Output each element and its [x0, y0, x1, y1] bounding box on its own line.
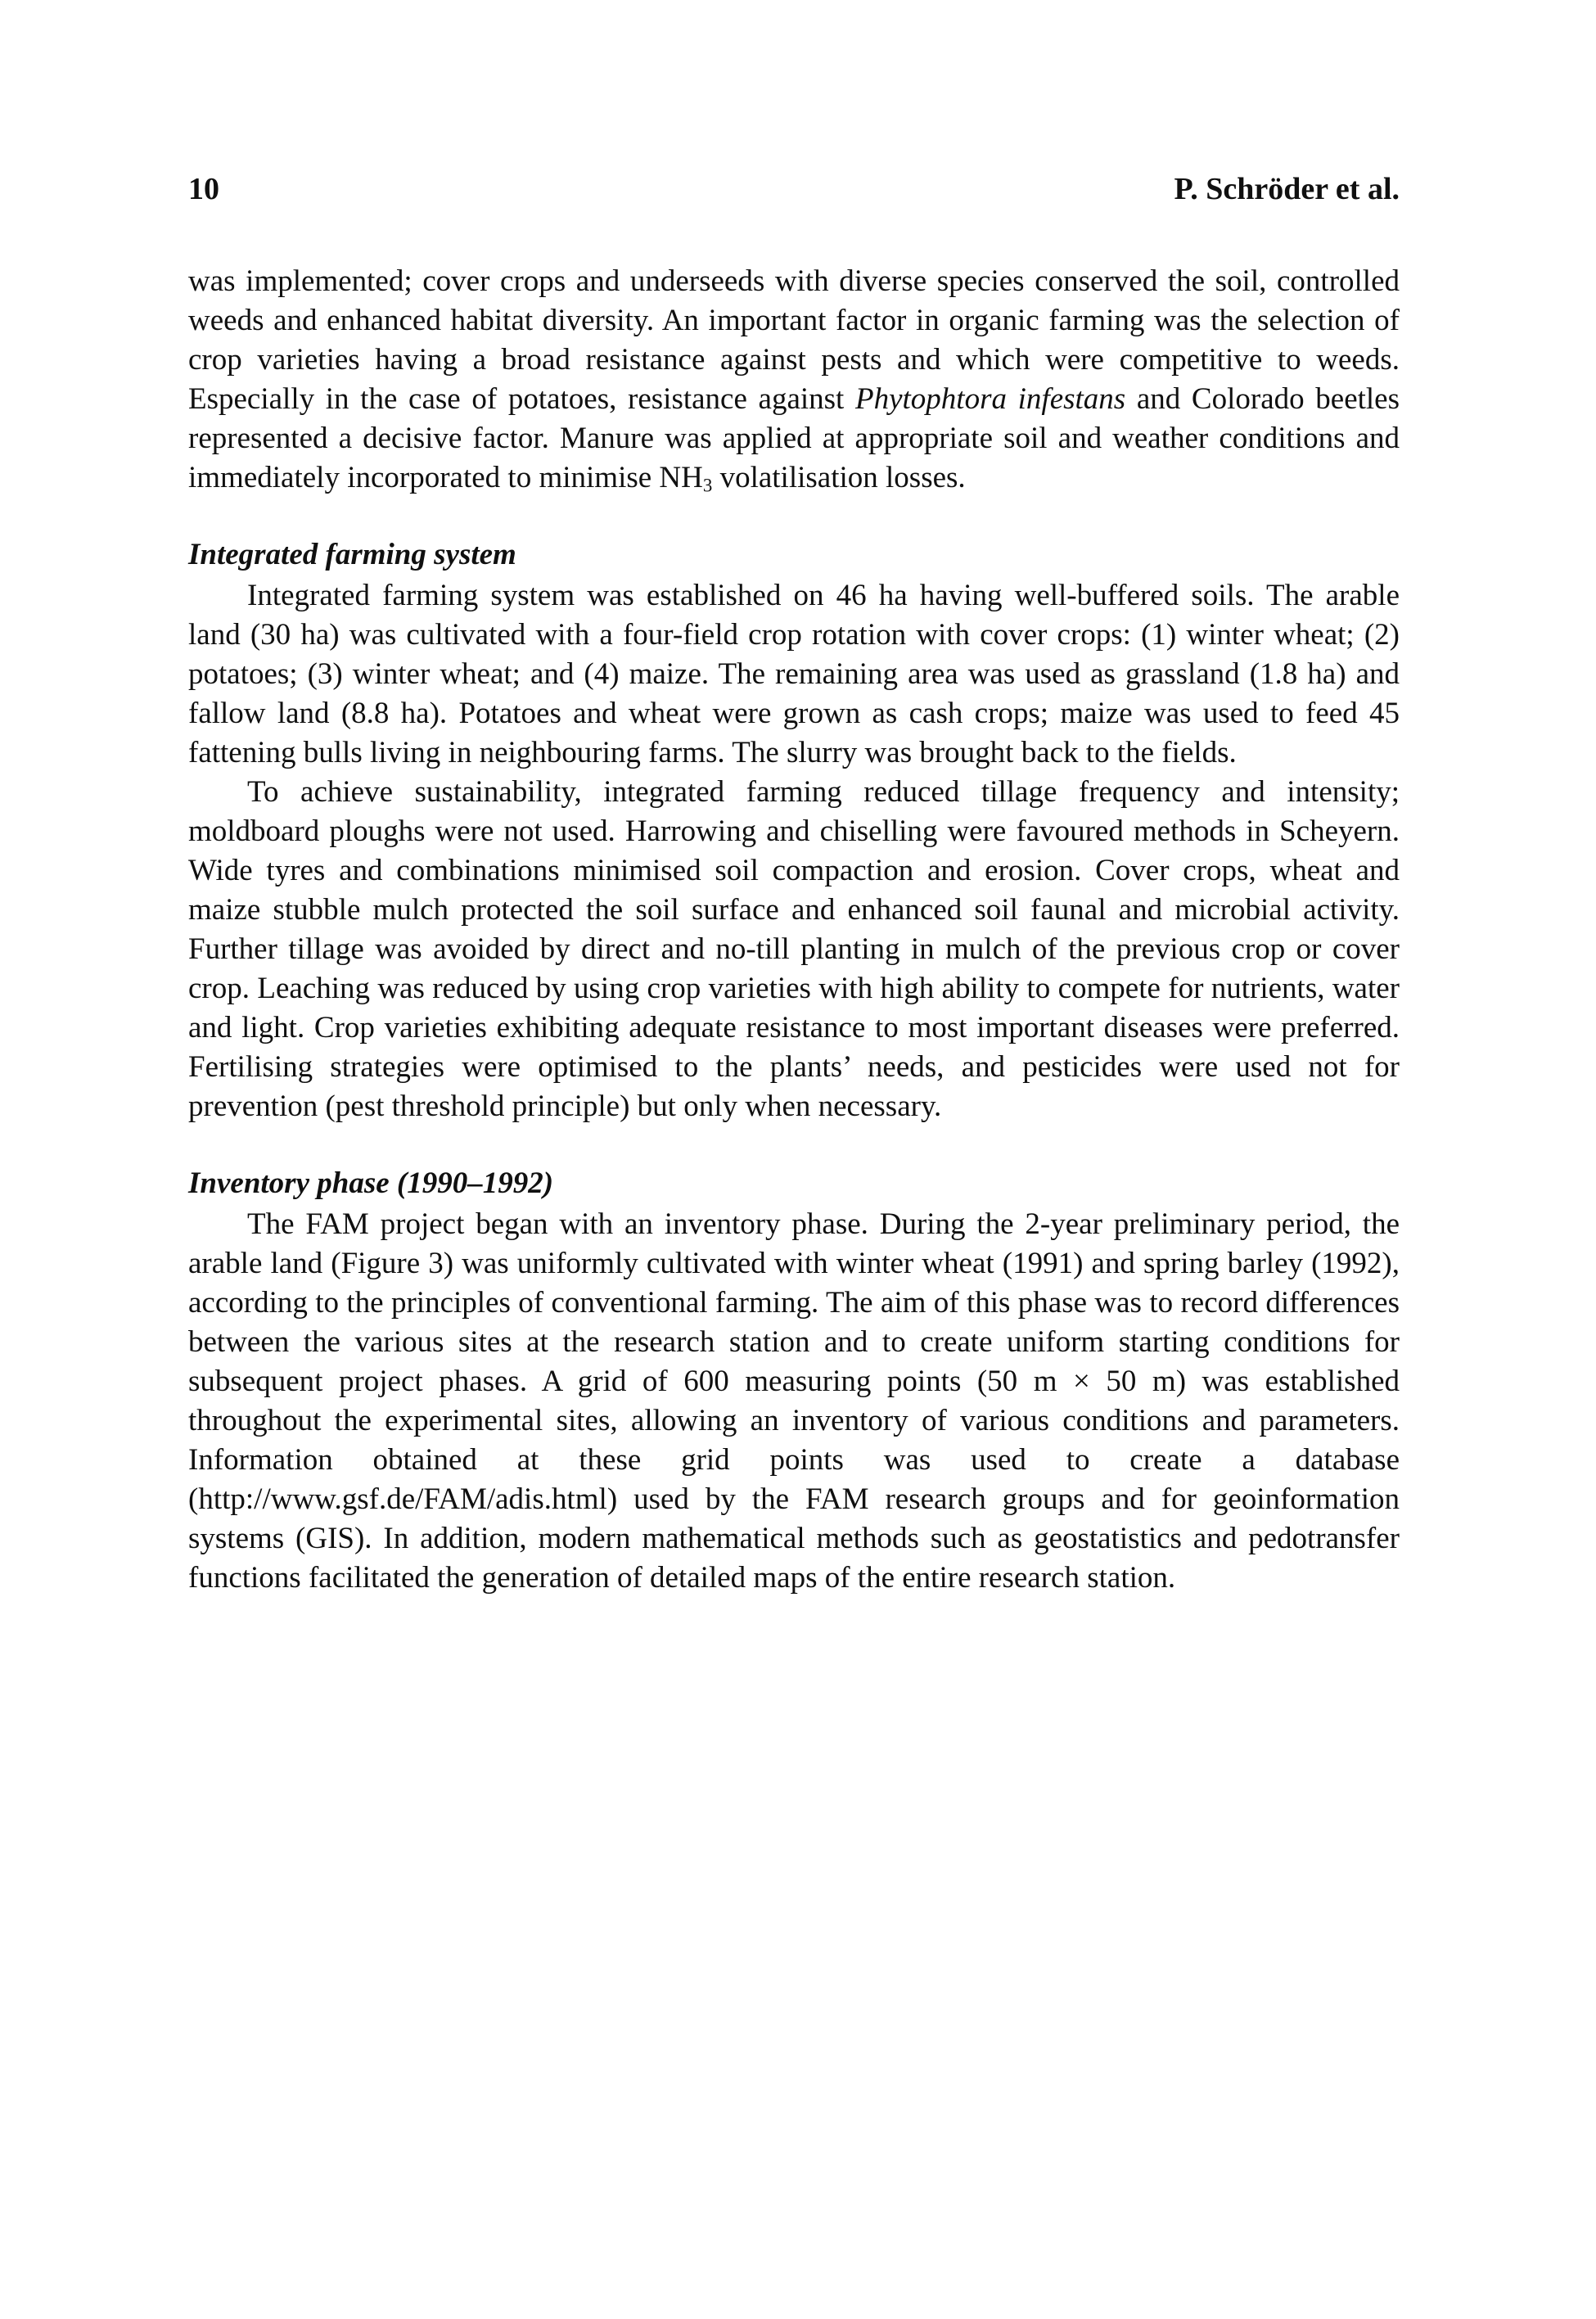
text-run: volatilisation losses.	[712, 461, 966, 494]
section-heading: Integrated farming system	[188, 538, 516, 571]
text-run: and Colorado beetles represented a decisive factor. Manure was applied at appropriate soil and weather conditions and immediately incorporated to minimise NH	[188, 382, 1400, 494]
paragraph	[188, 773, 1400, 1126]
text-run: To achieve sustainability, integrated farming reduced tillage frequency and intensity; moldboard ploughs were not used. Harrowing and chiselling were favoured methods in Scheyern. Wide tyres and combinations minimised soil compaction and erosion. Cover crops, wheat and maize stubble mulch protected the soil surface and enhanced soil faunal and microbial activity. Further tillage was avoided by direct and no-till planting in mulch of the previous crop or cover crop. Leaching was reduced by using crop varieties with high ability to compete for nutrients, water and light. Crop varieties exhibiting adequate resistance to most important diseases were preferred. Fertilising strategies were optimised to the plants’ needs, and pesticides were used not for prevention (pest threshold principle) but only when necessary.	[188, 775, 1400, 1123]
page-header	[188, 174, 1400, 205]
page-body	[188, 262, 1400, 1598]
paragraph	[188, 262, 1400, 498]
section-heading: Inventory phase (1990–1992)	[188, 1166, 554, 1200]
paragraph	[188, 1205, 1400, 1598]
text-run: The FAM project began with an inventory phase. During the 2-year preliminary period, the arable land (Figure 3) was uniformly cultivated with winter wheat (1991) and spring barley (1992), according to the principles of conventional farming. The aim of this phase was to record differences between the various sites at the research station and to create uniform starting conditions for subsequent project phases. A grid of 600 measuring points (50 m × 50 m) was established throughout the experimental sites, allowing an inventory of various conditions and parameters. Information obtained at these grid points was used to create a database (http://www.gsf.de/FAM/adis.html) used by the FAM research groups and for geoinformation systems (GIS). In addition, modern mathematical methods such as geostatistics and pedotransfer functions facilitated the generation of detailed maps of the entire research station.	[188, 1207, 1400, 1595]
text-run: Integrated farming system was established on 46 ha having well-buffered soils. The arable land (30 ha) was cultivated with a four-field crop rotation with cover crops: (1) winter wheat; (2) potatoes; (3) winter wheat; and (4) maize. The remaining area was used as grassland (1.8 ha) and fallow land (8.8 ha). Potatoes and wheat were grown as cash crops; maize was used to feed 45 fattening bulls living in neighbouring farms. The slurry was brought back to the fields.	[188, 579, 1400, 769]
running-title: P. Schröder et al.	[1174, 172, 1400, 206]
text-run: was implemented; cover crops and underseeds with diverse species conserved the soil, controlled weeds and enhanced habitat diversity. An important factor in organic farming was the selection of crop varieties having a broad resistance against pests and which were competitive to weeds. Especially in the case of potatoes, resistance against	[188, 264, 1400, 416]
paragraph	[188, 576, 1400, 773]
page-number: 10	[188, 172, 219, 206]
subscript-text: 3	[702, 475, 713, 496]
italic-text: Phytophtora infestans	[855, 382, 1126, 416]
